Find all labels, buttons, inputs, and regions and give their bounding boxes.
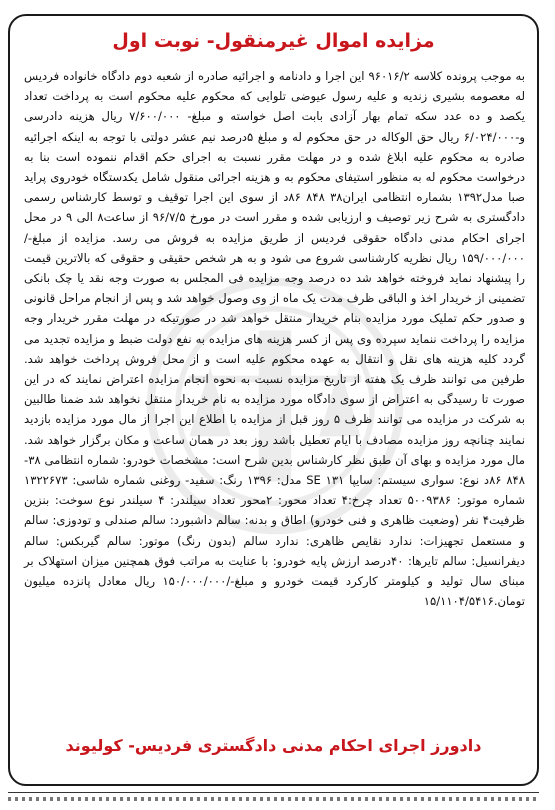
notice-signature: دادورز اجرای احکام مدنی دادگستری فردیس- کولیوند bbox=[65, 736, 482, 755]
notice-body: به موجب پرونده کلاسه ۹۶۰۱۶/۲ این اجرا و دادنامه و اجرائیه صادره از شعبه دوم دادگاه خانواده فردیس له معصومه بشیری زندیه و علیه رسول عیوضی تلوایی که محکوم علیه محکوم است به پرداخت تعداد یکصد و ده عدد سکه تمام بهار آزادی بابت اصل خواسته و مبلغ- ۷/۶۰۰/۰۰۰ ریال هزینه دادرسی و-۶/۰۲۴/۰۰۰ ریال حق الوکاله در حق محکوم له و مبلغ ۵درصد نیم عشر دولتی با توجه به اینکه اجرائیه صادره به محکوم علیه ابلاغ شده و در مهلت مقرر نسبت به اجرای حکم اقدام ننموده است بنا به درخواست محکوم له به منظور استیفای محکوم به و هزینه اجرائی منقول شامل یکدستگاه خودروی پراید صبا مدل۱۳۹۲ بشماره انتظامی ایران۳۸ ۸۴۸ ۸۶د از سوی این اجرا توقیف و توسط کارشناس رسمی دادگستری به شرح زیر توصیف و ارزیابی شده و مقرر است در مورخ ۹۶/۷/۵ از ساعت۸ الی ۹ در محل اجرای احکام مدنی دادگاه حقوقی فردیس از طریق مزایده به فروش می رسد. مزایده از مبلغ-/۱۵۹/۰۰۰/۰۰۰ ریال نظریه کارشناسی شروع می شود و به هر شخص حقیقی و حقوقی که بالاترین قیمت را پیشنهاد نماید فروخته خواهد شد ده درصد وجه مزایده فی المجلس به صورت وجه نقد یا چک بانکی تضمینی از خریدار اخذ و الباقی ظرف مدت یک ماه از وی وصول خواهد شد و پس از انجام مراحل قانونی و صدور حکم تملیک مورد مزایده بنام خریدار منتقل خواهد شد در صورتیکه در مهلت مقرر خریدار وجه مزایده را پرداخت ننماید سپرده وی پس از کسر هزینه های مزایده به نفع دولت ضبط و مزایده تجدید می گردد کلیه هزینه های نقل و انتقال به عهده محکوم علیه است و از محل فروش پرداخت خواهد شد. طرفین می توانند ظرف یک هفته از تاریخ مزایده نسبت به نحوه انجام مزایده اعتراض نمایند که در این صورت تا رسیدگی به اعتراض از سوی دادگاه مورد مزایده به نام خریدار منتقل نخواهد شد ضمنا طالبین به شرکت در مزایده می توانند ظرف ۵ روز قبل از مزایده با اطلاع این اجرا از مال مورد مزایده بازدید نمایند چنانچه روز مزایده مصادف با ایام تعطیل باشد روز بعد در همان ساعت و مکان برگزار خواهد شد. مال مورد مزایده و بهای آن طبق نظر کارشناس بدین شرح است: مشخصات خودرو: شماره انتظامی ۳۸- ۸۴۸ ۸۶د نوع: سواری سیستم: سایپا SE ۱۳۱ مدل: ۱۳۹۶ رنگ: سفید- روغنی شماره شاسی: ۱۳۲۲۶۷۳ شماره موتور: ۵۰۰۹۳۸۶ تعداد چرخ:۴ تعداد محور: ۲محور تعداد سیلندر: ۴ سیلندر نوع سوخت: بنزین ظرفیت۴ نفر (وضعیت ظاهری و فنی خودرو) اطاق و بدنه: سالم داشبورد: سالم صندلی و تودوزی: سالم و مستعمل تجهیزات: ندارد نقایص ظاهری: ندارد سالم (بدون رنگ) موتور: سالم گیربکس: سالم دیفرانسیل: سالم تایرها: ۴۰درصد ارزش پایه خودرو: با عنایت به مراتب فوق همچنین میزان استهلاک بر مبنای سال تولید و کیلومتر کارکرد قیمت خودرو و مبلغ-/۱۵۰/۰۰۰/۰۰۰ ریال معادل پانزده میلیون تومان.۱۵/۱۱۰۴/۵۴۱۶ bbox=[24, 69, 526, 609]
bottom-divider bbox=[8, 792, 539, 807]
notice-frame bbox=[8, 14, 539, 786]
notice-title: مزایده اموال غیرمنقول- نوبت اول bbox=[112, 30, 435, 52]
